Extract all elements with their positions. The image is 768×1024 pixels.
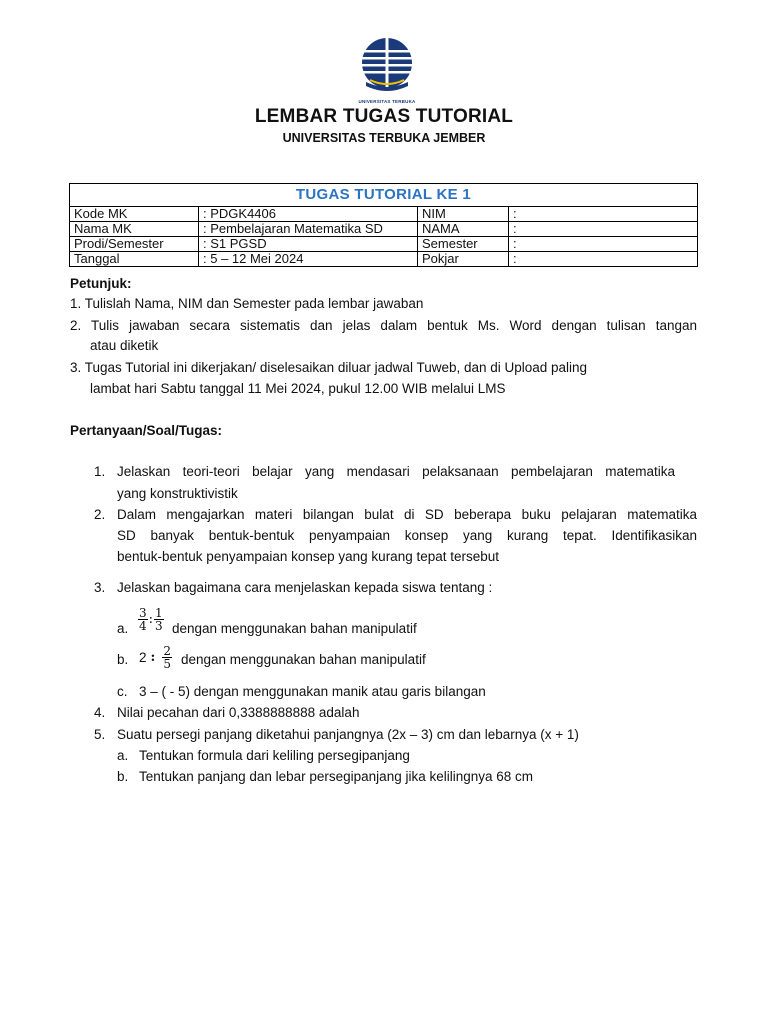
row-label: Kode MK [70, 207, 199, 222]
row-label: Tanggal [70, 252, 199, 267]
sub-item-text: Tentukan formula dari keliling persegipanjang [139, 748, 410, 763]
fraction [154, 607, 164, 632]
question-2-cont: SD banyak bentuk-bentuk penyampaian konsep yang kurang tepat. Identifikasikan [117, 528, 697, 543]
table-row [70, 237, 698, 252]
table-heading-row [70, 184, 698, 207]
course-info-table [69, 183, 698, 267]
question-number: 5. [94, 727, 106, 742]
question-3-text: Jelaskan bagaimana cara menjelaskan kepada siswa tentang : [117, 580, 493, 595]
row-value-2: : [509, 207, 698, 222]
assignment-heading: TUGAS TUTORIAL KE 1 [70, 184, 698, 207]
row-value: : 5 – 12 Mei 2024 [199, 252, 418, 267]
question-number: 3. [94, 580, 106, 595]
numerator: 3 [139, 605, 147, 620]
division-colon: : [148, 611, 154, 627]
denominator: 4 [139, 618, 147, 633]
whole-number: 2 [139, 649, 147, 665]
question-5-text: Suatu persegi panjang diketahui panjangnya (2x – 3) cm dan lebarnya (x + 1) [117, 727, 579, 742]
university-logo [352, 36, 422, 108]
sub-item-text: dengan menggunakan bahan manipulatif [172, 621, 417, 636]
logo-caption: UNIVERSITAS TERBUKA [358, 99, 416, 104]
row-value-2: : [509, 222, 698, 237]
row-label-2: NIM [418, 207, 509, 222]
fraction-expression [137, 602, 165, 636]
question-2-cont: bentuk-bentuk penyampaian konsep yang kurang tepat tersebut [117, 549, 500, 564]
instructions-heading: Petunjuk: [70, 276, 132, 291]
row-label: Nama MK [70, 222, 199, 237]
sub-item-text: 3 – ( - 5) dengan menggunakan manik atau garis bilangan [139, 684, 486, 699]
denominator: 5 [163, 656, 171, 671]
row-value: : S1 PGSD [199, 237, 418, 252]
row-label: Prodi/Semester [70, 237, 199, 252]
row-value-2: : [509, 252, 698, 267]
instruction-item-2-cont: atau diketik [90, 338, 159, 353]
denominator: 3 [155, 618, 163, 633]
table-row [70, 222, 698, 237]
ut-emblem-icon [358, 36, 416, 96]
question-number: 1. [94, 464, 106, 479]
fraction [162, 645, 172, 670]
question-1-cont: yang konstruktivistik [117, 486, 238, 501]
table-row [70, 252, 698, 267]
question-number: 2. [94, 507, 106, 522]
sub-item-label: b. [117, 652, 129, 667]
sub-item-label: c. [117, 684, 128, 699]
question-number: 4. [94, 705, 106, 720]
row-label-2: Semester [418, 237, 509, 252]
fraction [138, 607, 148, 632]
instruction-item-1: 1. Tulislah Nama, NIM dan Semester pada lembar jawaban [70, 296, 424, 311]
numerator: 2 [163, 643, 171, 658]
question-4-text: Nilai pecahan dari 0,3388888888 adalah [117, 705, 360, 720]
division-colon: : [150, 649, 156, 665]
sub-item-label: a. [117, 748, 129, 763]
sub-item-label: b. [117, 769, 129, 784]
instruction-item-3: 3. Tugas Tutorial ini dikerjakan/ diselesaikan diluar jadwal Tuweb, dan di Upload paling [70, 360, 588, 375]
numerator: 1 [155, 605, 163, 620]
questions-heading: Pertanyaan/Soal/Tugas: [70, 423, 223, 438]
fraction-expression [139, 640, 173, 674]
question-1-text: Jelaskan teori-teori belajar yang mendasari pelaksanaan pembelajaran matematika [117, 464, 675, 479]
document-title: LEMBAR TUGAS TUTORIAL [254, 106, 514, 127]
row-value-2: : [509, 237, 698, 252]
sub-item-text: Tentukan panjang dan lebar persegipanjang jika kelilingnya 68 cm [139, 769, 534, 784]
table-row [70, 207, 698, 222]
row-label-2: NAMA [418, 222, 509, 237]
instruction-item-2: 2. Tulis jawaban secara sistematis dan jelas dalam bentuk Ms. Word dengan tulisan tangan [70, 318, 697, 333]
row-label-2: Pokjar [418, 252, 509, 267]
instruction-item-3-cont: lambat hari Sabtu tanggal 11 Mei 2024, pukul 12.00 WIB melalui LMS [90, 381, 506, 396]
sub-item-text: dengan menggunakan bahan manipulatif [181, 652, 426, 667]
document-subtitle: UNIVERSITAS TERBUKA JEMBER [282, 131, 486, 145]
sub-item-label: a. [117, 621, 129, 636]
question-2-text: Dalam mengajarkan materi bilangan bulat di SD beberapa buku pelajaran matematika [117, 507, 697, 522]
row-value: : PDGK4406 [199, 207, 418, 222]
row-value: : Pembelajaran Matematika SD [199, 222, 418, 237]
